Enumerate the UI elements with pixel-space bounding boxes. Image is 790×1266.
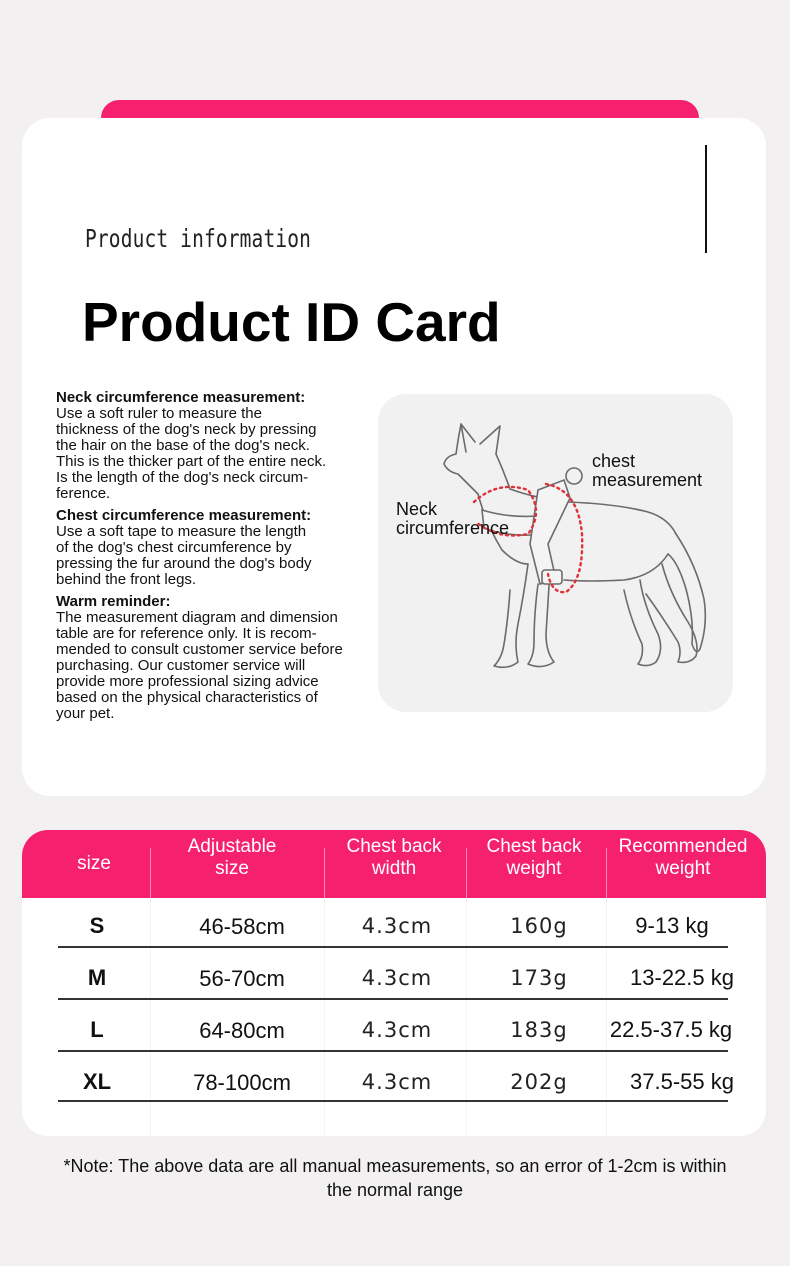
neck-text-line: This is the thicker part of the entire neck. <box>56 453 327 470</box>
neck-circumference-label <box>396 500 509 538</box>
chest-label-line: measurement <box>592 470 703 490</box>
header-divider <box>150 848 151 898</box>
header-divider <box>324 848 325 898</box>
row-divider <box>58 1100 728 1102</box>
neck-measurement-block <box>56 390 386 502</box>
cell-recommended: 13-22.5 kg <box>630 965 734 990</box>
cell-weight: 202g <box>510 1070 568 1094</box>
neck-text-line: ference. <box>56 485 111 502</box>
reminder-text-line: table are for reference only. It is recom- <box>56 625 317 642</box>
reminder-text-line: provide more professional sizing advice <box>56 673 319 690</box>
chest-label-line: chest <box>592 451 636 471</box>
header-label: Recommended <box>618 836 748 857</box>
cell-size: L <box>90 1017 104 1042</box>
warm-reminder-block <box>56 594 386 722</box>
cell-recommended: 37.5-55 kg <box>630 1069 734 1094</box>
row-divider <box>58 946 728 948</box>
chest-measurement-label <box>592 452 702 490</box>
measurement-note <box>20 1154 770 1202</box>
reminder-text-line: based on the physical characteristics of <box>56 689 318 706</box>
header-label: weight <box>655 858 711 879</box>
neck-text-line: the hair on the base of the dog's neck. <box>56 437 310 454</box>
note-line: the normal range <box>326 1180 464 1200</box>
vertical-divider <box>705 145 707 253</box>
chest-heading: Chest circumference measurement: <box>56 507 312 524</box>
cell-adjustable: 46-58cm <box>199 914 285 939</box>
cell-size: S <box>89 913 105 938</box>
neck-text-line: Is the length of the dog's neck circum- <box>56 469 309 486</box>
cell-size: M <box>87 965 107 990</box>
header-divider <box>466 848 467 898</box>
neck-label-line: circumference <box>396 518 510 538</box>
reminder-text-line: The measurement diagram and dimension <box>56 609 338 626</box>
reminder-text-line: mended to consult customer service before <box>56 641 343 658</box>
row-divider <box>58 998 728 1000</box>
reminder-text-line: your pet. <box>56 705 115 722</box>
header-adjustable-size <box>150 830 314 892</box>
neck-heading: Neck circumference measurement: <box>56 389 306 406</box>
header-size <box>22 830 166 898</box>
neck-text-line: Use a soft ruler to measure the <box>56 405 262 422</box>
cell-adjustable: 64-80cm <box>199 1018 285 1043</box>
cell-width: 4.3cm <box>361 1070 433 1094</box>
cell-recommended: 9-13 kg <box>635 913 709 938</box>
header-label: Adjustable <box>187 836 277 857</box>
header-label: size <box>215 858 249 879</box>
header-label: Chest back <box>346 836 442 857</box>
cell-width: 4.3cm <box>361 914 433 938</box>
page-title: Product ID Card <box>82 291 501 353</box>
dog-diagram-panel <box>378 394 733 712</box>
cell-weight: 183g <box>510 1018 568 1042</box>
note-line: *Note: The above data are all manual measurements, so an error of 1-2cm is within <box>63 1156 727 1176</box>
reminder-heading: Warm reminder: <box>56 593 171 610</box>
cell-weight: 160g <box>510 914 568 938</box>
measurement-description <box>56 390 386 728</box>
header-divider <box>606 848 607 898</box>
cell-size: XL <box>82 1069 112 1094</box>
row-divider <box>58 1050 728 1052</box>
chest-text-line: of the dog's chest circumference by <box>56 539 292 556</box>
reminder-text-line: purchasing. Our customer service will <box>56 657 306 674</box>
size-table <box>22 830 766 1136</box>
cell-width: 4.3cm <box>361 966 433 990</box>
header-label: size <box>77 853 111 874</box>
chest-text-line: Use a soft tape to measure the length <box>56 523 307 540</box>
cell-adjustable: 56-70cm <box>199 966 285 991</box>
product-info-subtitle: Product information <box>85 224 312 253</box>
dog-harness-illustration <box>378 394 733 712</box>
cell-adjustable: 78-100cm <box>193 1070 291 1095</box>
cell-width: 4.3cm <box>361 1018 433 1042</box>
header-label: weight <box>506 858 562 879</box>
chest-measurement-block <box>56 508 386 588</box>
header-chest-back-width <box>324 830 464 892</box>
cell-recommended: 22.5-37.5 kg <box>609 1017 733 1042</box>
header-recommended-weight <box>606 830 760 892</box>
cell-weight: 173g <box>510 966 568 990</box>
chest-text-line: behind the front legs. <box>56 571 197 588</box>
chest-text-line: pressing the fur around the dog's body <box>56 555 312 572</box>
neck-text-line: thickness of the dog's neck by pressing <box>56 421 317 438</box>
header-chest-back-weight <box>464 830 604 892</box>
neck-label-line: Neck <box>396 499 438 519</box>
header-label: Chest back <box>486 836 582 857</box>
header-label: width <box>371 858 417 879</box>
